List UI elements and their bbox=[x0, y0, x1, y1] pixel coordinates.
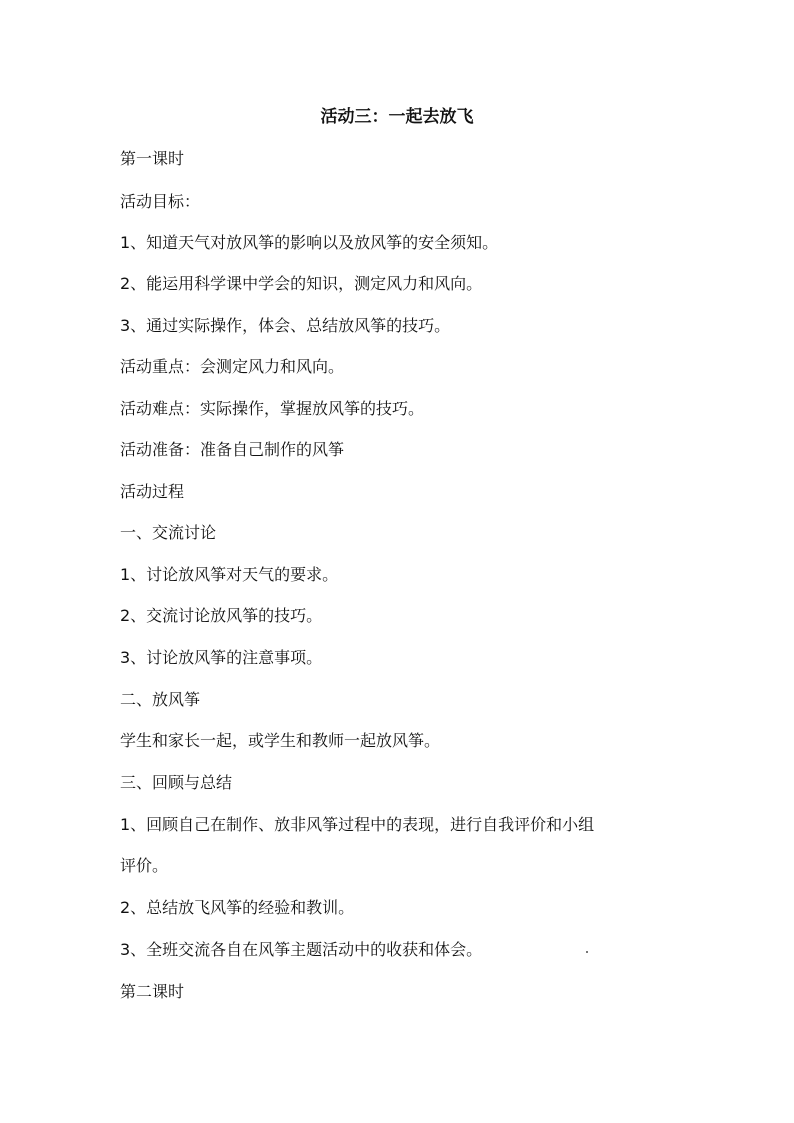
step-heading-2: 二、放风筝 bbox=[120, 690, 201, 709]
objectives-heading: 活动目标： bbox=[120, 192, 201, 211]
objective-item-2: 2、能运用科学课中学会的知识，测定风力和风向。 bbox=[120, 274, 483, 293]
difficulty-line: 活动难点：实际操作，掌握放风筝的技巧。 bbox=[120, 399, 425, 418]
discussion-item-3: 3、讨论放风筝的注意事项。 bbox=[120, 648, 323, 667]
review-item-1-continued: 评价。 bbox=[120, 856, 169, 875]
kite-flying-line: 学生和家长一起，或学生和教师一起放风筝。 bbox=[120, 731, 441, 750]
process-heading: 活动过程 bbox=[120, 482, 185, 501]
section-heading-lesson-1: 第一课时 bbox=[120, 149, 185, 168]
step-heading-1: 一、交流讨论 bbox=[120, 523, 217, 542]
review-item-1: 1、回顾自己在制作、放非风筝过程中的表现，进行自我评价和小组 bbox=[120, 815, 595, 834]
objective-item-3: 3、通过实际操作，体会、总结放风筝的技巧。 bbox=[120, 316, 451, 335]
section-heading-lesson-2: 第二课时 bbox=[120, 982, 185, 1001]
preparation-line: 活动准备：准备自己制作的风筝 bbox=[120, 440, 345, 459]
review-item-3: 3、全班交流各自在风筝主题活动中的收获和体会。 bbox=[120, 940, 483, 959]
key-point-line: 活动重点：会测定风力和风向。 bbox=[120, 357, 345, 376]
stray-dot bbox=[586, 951, 588, 953]
objective-item-1: 1、知道天气对放风筝的影响以及放风筝的安全须知。 bbox=[120, 233, 499, 252]
step-heading-3: 三、回顾与总结 bbox=[120, 773, 233, 792]
discussion-item-1: 1、讨论放风筝对天气的要求。 bbox=[120, 565, 339, 584]
document-title: 活动三：一起去放飞 bbox=[320, 107, 474, 127]
discussion-item-2: 2、交流讨论放风筝的技巧。 bbox=[120, 606, 323, 625]
review-item-2: 2、总结放飞风筝的经验和教训。 bbox=[120, 898, 355, 917]
